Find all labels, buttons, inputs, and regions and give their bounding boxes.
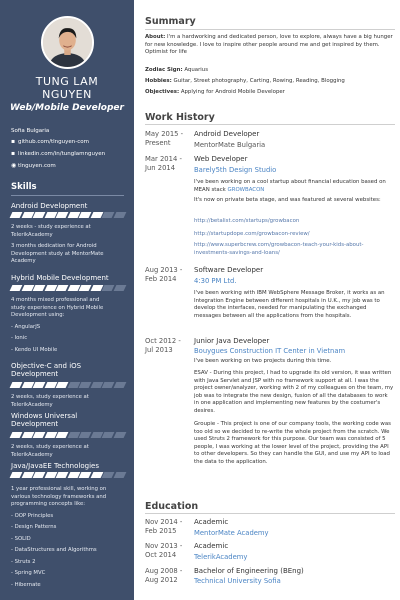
summary-title: Summary (145, 16, 196, 27)
globe-icon: ◉ (11, 162, 17, 169)
job-company: Barely5th Design Studio (194, 166, 277, 174)
job-description: Groupie - This project is one of our company tools, the working code was too old so we decided to re-write the whole project from the scratch. We used Struts 2 framework for this purpose. Our team was consisted of 5 people, I was working at the lower level of the project, providing the API to other developers. So they can handle the GUI, and use my API to load the data to the application. (194, 421, 391, 465)
skill-description-line: - SOLID (11, 535, 31, 542)
skill-level-segment (79, 432, 91, 438)
skill-level-bar (11, 472, 124, 478)
zodiac-label: Zodiac Sign: (145, 67, 183, 73)
skill-level-segment (90, 212, 102, 218)
skill-level-segment (67, 382, 79, 388)
education-degree: Bachelor of Engineering (BEng) (194, 567, 304, 575)
skill-level-segment (56, 285, 68, 291)
skill-level-segment (21, 432, 33, 438)
betalist-link[interactable]: http://betalist.com/startups/growbacon (194, 218, 300, 224)
skill-level-segment (90, 432, 102, 438)
skill-level-segment (44, 472, 56, 478)
job-title: Android Developer (194, 130, 260, 138)
skill-description (11, 444, 126, 459)
education-degree: Academic (194, 542, 229, 550)
skill-level-segment (56, 432, 68, 438)
education-date: Nov 2013 - Oct 2014 (145, 542, 183, 559)
skill-description-line: TelerikAcademy (11, 231, 53, 238)
skill-description-line: various technology frameworks and (11, 493, 107, 500)
job-title: Web Developer (194, 155, 248, 163)
skill-level-segment (56, 382, 68, 388)
skill-level-segment (44, 382, 56, 388)
job-date: Aug 2013 - Feb 2014 (145, 266, 183, 283)
skill-description-line: 2 weeks, study experience at (11, 394, 89, 400)
skill-level-segment (10, 382, 22, 388)
summary-about (145, 34, 395, 57)
skill-level-segment (10, 472, 22, 478)
skill-level-segment (102, 472, 114, 478)
summary-objectives (145, 89, 395, 97)
person-name: TUNG LAM NGUYEN (35, 75, 99, 101)
profile-photo (43, 18, 92, 67)
skill-level-segment (113, 472, 125, 478)
skill-description-line: 2 weeks - study experience at (11, 224, 91, 230)
job-title: Software Developer (194, 266, 264, 274)
skill-name: Objective-C and iOS Development (11, 362, 82, 378)
linkedin-icon: ▪ (11, 150, 16, 157)
job-description: It's now on private beta stage, and was featured at several websites: (194, 197, 381, 203)
skill-level-segment (67, 472, 79, 478)
skill-level-segment (56, 472, 68, 478)
skill-description-line: 3 months dedication for Android (11, 243, 97, 249)
skill-level-bar (11, 432, 124, 438)
skill-level-segment (33, 432, 45, 438)
skill-level-segment (56, 212, 68, 218)
skill-description-line: - Design Patterns (11, 524, 57, 530)
skill-level-segment (113, 382, 125, 388)
skill-description-line: - Ionic (11, 335, 28, 341)
job-date: Oct 2012 - Jul 2013 (145, 337, 181, 354)
skill-level-segment (10, 285, 22, 291)
job-title: Junior Java Developer (194, 337, 270, 345)
skill-description-line: TelerikAcademy (11, 401, 53, 408)
education-title: Education (145, 501, 199, 512)
skill-level-segment (90, 285, 102, 291)
skill-level-segment (67, 285, 79, 291)
zodiac-text: Aquarius (182, 67, 209, 73)
summary-divider (145, 29, 395, 30)
skill-description-line: Academy (11, 258, 36, 264)
skill-description (11, 224, 126, 266)
skill-level-segment (79, 382, 91, 388)
skill-level-segment (33, 212, 45, 218)
skill-level-segment (113, 432, 125, 438)
skill-description-line: programming concepts like: (11, 501, 86, 507)
linkedin-link[interactable] (11, 150, 105, 158)
skill-description (11, 394, 126, 409)
skill-description-line: - Spring MVC (11, 570, 46, 576)
startupdope-link[interactable]: http://startupdope.com/growbacon-review/ (194, 231, 310, 237)
linkedin-text: linkedin.com/in/tunglamnguyen (18, 151, 106, 157)
skill-description-line: Development study at MentorMate (11, 250, 104, 257)
education-school: TelerikAcademy (194, 553, 248, 561)
skill-level-segment (102, 285, 114, 291)
skill-level-segment (79, 472, 91, 478)
skill-level-segment (33, 382, 45, 388)
website-text: tlnguyen.com (18, 163, 56, 169)
job-description (194, 179, 394, 194)
skill-description-line: - OOP Principles (11, 512, 54, 519)
skill-description-line: - AngularJS (11, 323, 41, 330)
growbacon-link[interactable]: GROWBACON (227, 186, 265, 193)
skill-description-line: Development using: (11, 312, 65, 318)
skill-level-segment (21, 382, 33, 388)
objectives-label: Objectives: (145, 89, 180, 95)
job-date: May 2015 - Present (145, 130, 184, 147)
skill-level-segment (44, 432, 56, 438)
skill-level-segment (102, 382, 114, 388)
education-degree: Academic (194, 518, 229, 526)
skill-description (11, 297, 126, 354)
skill-level-segment (90, 382, 102, 388)
job-description: I've been working with IBM WebSphere Message Broker, it works as an Integration Engine between different hospitals in U.K., my job was to develop the interfaces, needed for manipulating the exchanged messages between all the applications from the hospitals. (194, 290, 385, 319)
hobbies-label: Hobbies: (145, 78, 172, 84)
skill-level-segment (44, 212, 56, 218)
skill-name: Hybrid Mobile Development (11, 274, 109, 282)
skill-level-segment (10, 212, 22, 218)
skill-level-segment (10, 432, 22, 438)
education-school: Technical University Sofia (194, 577, 281, 585)
education-date: Nov 2014 - Feb 2015 (145, 518, 183, 535)
skill-level-bar (11, 382, 124, 388)
main-content (145, 0, 395, 600)
skill-level-segment (21, 472, 33, 478)
skill-description-line: - DataStructures and Algorithms (11, 547, 97, 553)
skill-description-line: - Kendo UI Mobile (11, 346, 58, 353)
superbcrew-link[interactable]: http://www.superbcrew.com/growbacon-teach-your-kids-about-investments-savings-and-loans/ (194, 242, 364, 256)
skill-description-line: - Struts 2 (11, 558, 36, 565)
person-role: Web/Mobile Developer (10, 103, 124, 113)
website-link[interactable] (11, 162, 56, 170)
job-date: Mar 2014 - Jun 2014 (145, 155, 182, 172)
job-company: MentorMate Bulgaria (194, 141, 266, 149)
skills-title: Skills (11, 182, 37, 192)
skill-level-bar (11, 212, 124, 218)
job-company: Bouygues Construction IT Center in Vietnam (194, 347, 346, 355)
skill-level-segment (90, 472, 102, 478)
skill-description (11, 486, 126, 589)
job-description: ESAV - During this project, I had to upgrade its old version, it was written with Java Servlet and JSP with no framework support at all. I was the project owner/analyzer, working with 2 of my colleagues on the team, my job was to integrate the new design, fusion of all the databases to work in one application and implementing new features by the costumer's desires. (194, 370, 394, 414)
skill-description-line: 4 months mixed professional and (11, 297, 100, 303)
github-text: github.com/tlnguyen-com (18, 139, 89, 145)
sidebar (0, 0, 134, 600)
skill-level-segment (33, 472, 45, 478)
skill-description-line: TelerikAcademy (11, 451, 53, 458)
skill-description-line: - Hibernate (11, 581, 41, 588)
education-divider (145, 513, 395, 514)
skill-level-bar (11, 285, 124, 291)
about-label: About: (145, 34, 166, 40)
github-link[interactable] (11, 138, 89, 146)
skill-level-segment (33, 285, 45, 291)
about-text: I'm a hardworking and dedicated person, love to explore, always have a big hunger for new knowledge. I love to inspire other people around me and get inspired by them. Optimist for life (145, 34, 393, 55)
skill-level-segment (67, 432, 79, 438)
skill-level-segment (44, 285, 56, 291)
skill-name: Android Development (11, 202, 88, 210)
education-school: MentorMate Academy (194, 529, 269, 537)
work-history-divider (145, 124, 395, 125)
skill-level-segment (21, 285, 33, 291)
skill-level-segment (113, 212, 125, 218)
skill-level-segment (21, 212, 33, 218)
skill-description-line: 1 year professional skill, working on (11, 486, 107, 492)
skill-name: Windows Universal Development (11, 412, 78, 428)
skill-level-segment (79, 285, 91, 291)
skill-level-segment (67, 212, 79, 218)
github-icon: ▪ (11, 138, 16, 145)
skill-description-line: 2 weeks, study experience at (11, 444, 89, 450)
skill-level-segment (79, 212, 91, 218)
skill-level-segment (113, 285, 125, 291)
skill-description-line: study experience on Hybrid Mobile (11, 304, 104, 311)
objectives-text: Applying for Android Mobile Developer (179, 89, 285, 95)
summary-zodiac (145, 67, 395, 75)
summary-hobbies (145, 78, 395, 86)
skills-divider (11, 195, 124, 196)
avatar (41, 16, 94, 69)
skill-name: Java/JavaEE Technologies (11, 462, 99, 470)
education-date: Aug 2008 - Aug 2012 (145, 567, 183, 584)
work-history-title: Work History (145, 112, 215, 123)
location: Sofia Bulgaria (11, 128, 50, 134)
job-description: I've been working on two projects during this time. (194, 358, 332, 364)
hobbies-text: Guitar, Street photography, Carting, Rowing, Reading, Blogging (171, 78, 345, 84)
skill-level-segment (102, 212, 114, 218)
job-company: 4:30 PM Ltd. (194, 277, 237, 285)
skill-level-segment (102, 432, 114, 438)
job-description-text: I've been working on a cool startup about financial education based on MEAN stack (194, 179, 386, 193)
